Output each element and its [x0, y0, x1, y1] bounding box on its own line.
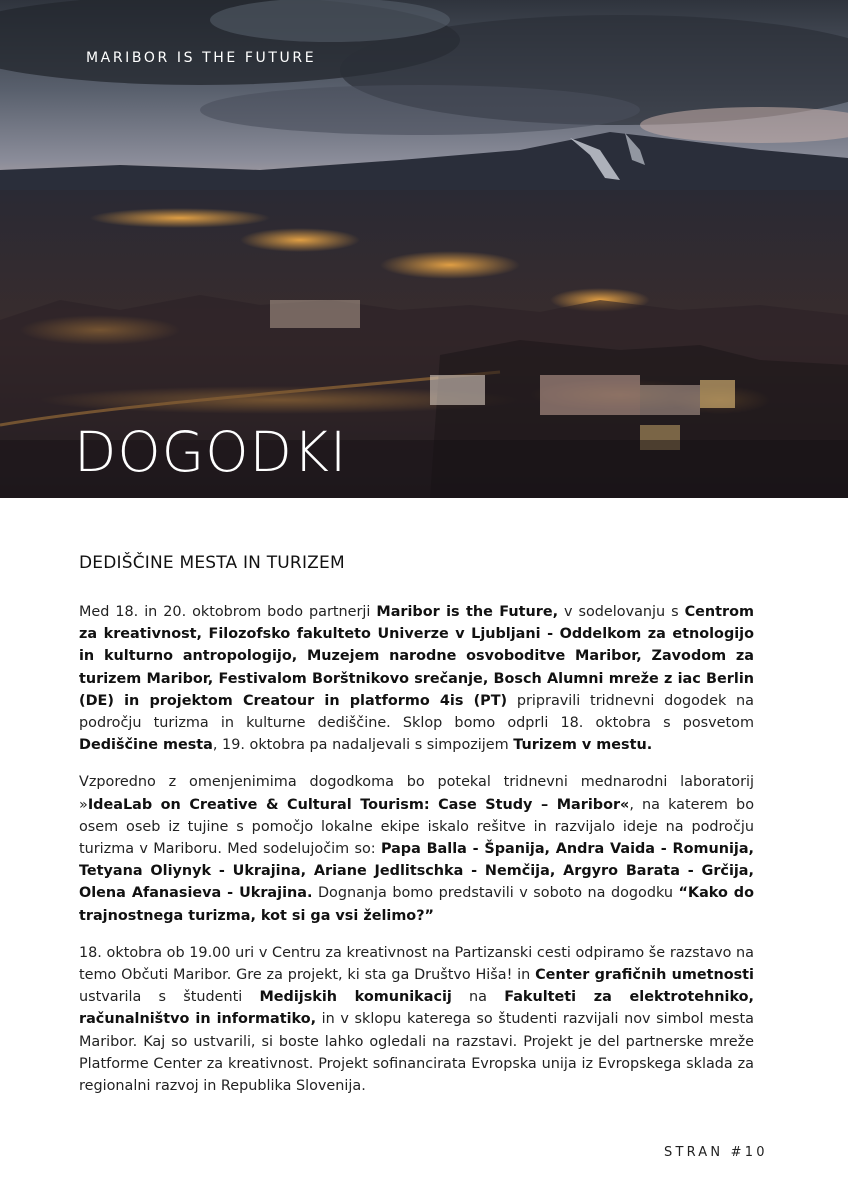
text-run-bold: Dediščine mesta [79, 737, 213, 754]
text-run-bold: Fakulteti za elektrotehniko, računalništvo in informatiko, [79, 989, 754, 1028]
paragraph-1 [79, 601, 754, 756]
paragraph-3 [79, 942, 754, 1097]
text-run: 18. oktobra ob 19.00 uri v Centru za kreativnost na Partizanski cesti odpiramo še razstavo na temo Občuti Maribor. Gre za projekt, ki sta ga Društvo Hiša! in [79, 944, 754, 984]
paragraph-2 [79, 771, 754, 926]
section-title: DOGODKI [74, 420, 348, 484]
text-run: v sodelovanju s [558, 604, 685, 620]
text-run-bold: Center grafičnih umetnosti [535, 967, 754, 984]
article-heading: DEDIŠČINE MESTA IN TURIZEM [79, 553, 345, 573]
text-run: Vzporedno z omenjenimima dogodkoma bo potekal tridnevni mednarodni laboratorij » [79, 774, 754, 813]
text-run-bold: “Kako do trajnostnega turizma, kot si ga vsi želimo?” [79, 885, 754, 924]
article [79, 553, 754, 1112]
text-run-bold: Medijskih komunikacij [259, 989, 452, 1006]
text-run: Dognanja bomo predstavili v soboto na dogodku [312, 885, 679, 902]
hero-photo [0, 0, 848, 498]
text-run: pripravili tridnevni dogodek na področju turizma in kulturne dediščine. Sklop bomo odprli 18. oktobra s posvetom [79, 692, 754, 732]
page-number: STRAN #10 [664, 1145, 768, 1160]
text-run: ustvarila s študenti [79, 989, 260, 1006]
text-run: Med 18. in 20. oktobrom bodo partnerji [79, 604, 377, 620]
brand-label: MARIBOR IS THE FUTURE [86, 50, 317, 66]
text-run-bold: Centrom za kreativnost, Filozofsko fakulteto Univerze v Ljubljani - Oddelkom za etnologijo in kulturno antropologijo, Muzejem narodne osvoboditve Maribor, Zavodom za turizem Maribor, Festivalom Borštnikovo srečanje, Bosch Alumni mreže z iac Berlin (DE) in projektom Creatour in platformo 4is (PT) [79, 604, 754, 709]
text-run: , 19. oktobra pa nadaljevali s simpozijem [212, 737, 514, 754]
text-run-bold: Maribor is the Future, [376, 604, 559, 620]
text-run-bold: IdeaLab on Creative & Cultural Tourism: Case Study – Maribor« [87, 796, 630, 813]
text-run: , na katerem bo osem oseb iz tujine s pomočjo lokalne ekipe iskalo rešitve in razvijalo ideje na področju turizma v Mariboru. Med sodelujočim so: [79, 796, 754, 858]
text-run-bold: Papa Balla - Španija, Andra Vaida - Romunija, Tetyana Oliynyk - Ukrajina, Ariane Jedlitschka - Nemčija, Argyro Barata - Grčija, Olena Afanasieva - Ukrajina. [79, 841, 754, 902]
text-run: in v sklopu katerega so študenti razvijali nov simbol mesta Maribor. Kaj so ustvarili, si boste lahko ogledali na razstavi. Projekt je del partnerske mreže Platforme Center za kreativnost. Projekt sofinancirata Evropska unija iz Evropskega sklada za regionalni razvoj in Republika Slovenija. [79, 1011, 754, 1095]
text-run: na [451, 989, 505, 1006]
text-run-bold: Turizem v mestu. [513, 737, 653, 754]
